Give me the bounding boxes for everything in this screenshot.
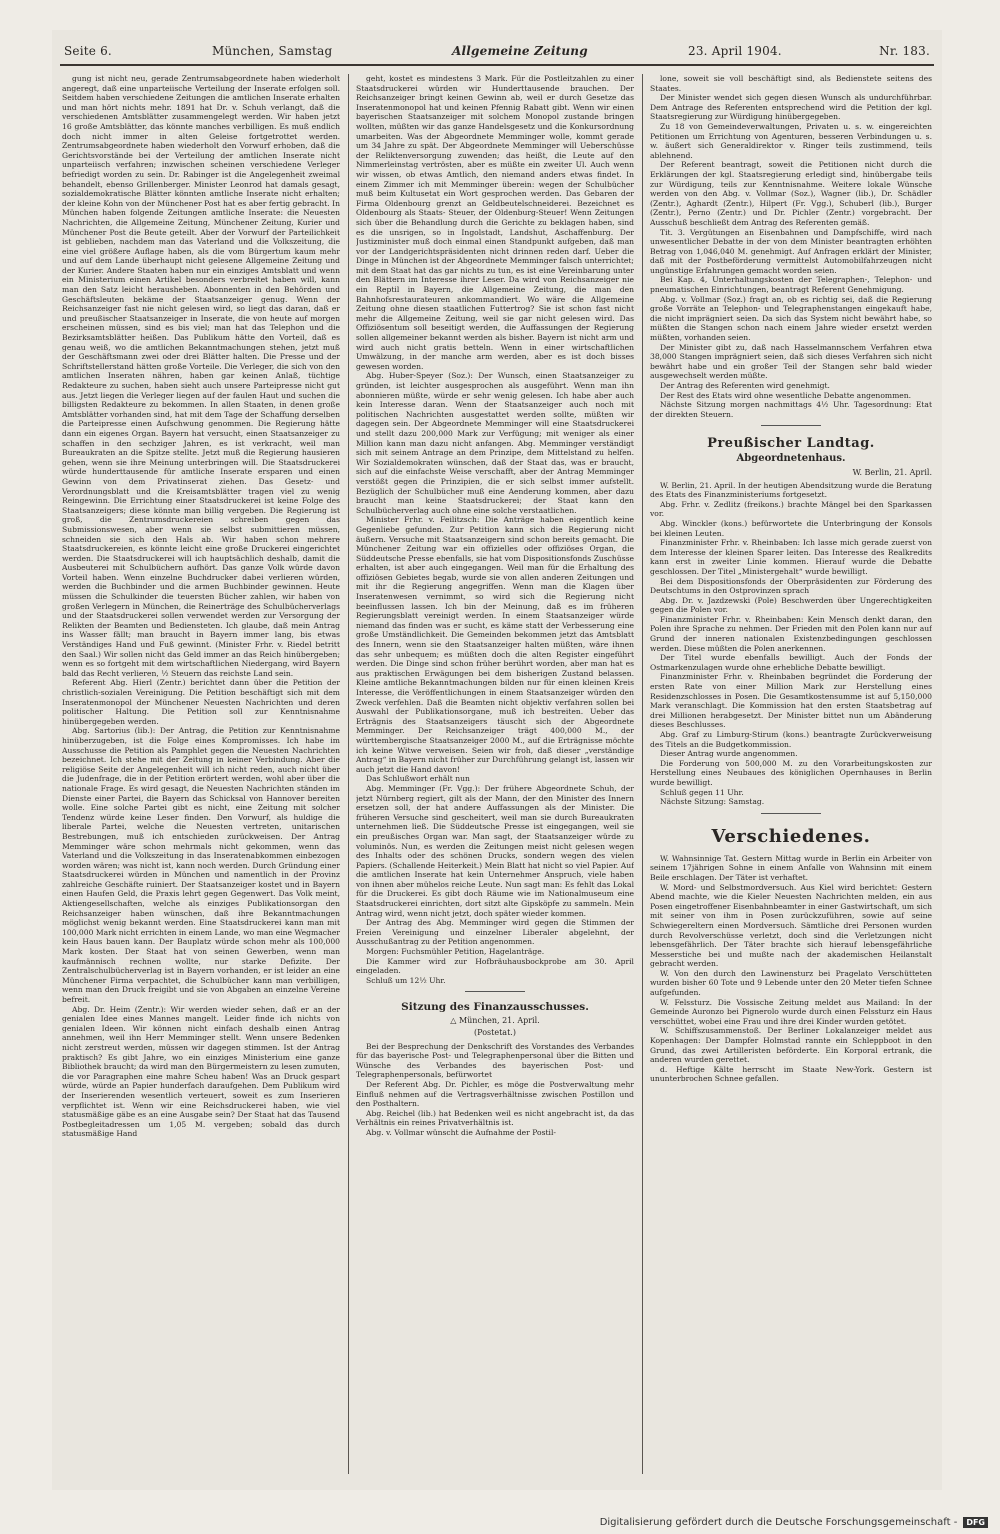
paragraph: Nächste Sitzung: Samstag. — [660, 797, 765, 807]
paragraph: geht, kostet es mindestens 3 Mark. Für die Postleitzahlen zu einer Staatsdruckerei würden wir Hunderttausende brauchen. Der Reichsanzeiger bringt keinen Gewinn ab, weil er durch Gesetze das Inseratenmonopol hat und keinen Pfennig Rabatt gibt. Wenn wir einen bayerischen Staatsanzeiger mit solchem Monopol zustande bringen wollten, müßten wir das ganze Handelsgesetz und die Konkursordnung umarbeiten. Was der Abgeordnete Memminger wolle, kommt gerade um 34 Jahre zu spät. Der Abgeordnete Memminger will Ueberschüsse der Reliktenversorgung zuwenden; das heißt, die Leute auf den Nimmerleinstag vertrösten, aber es müßte ein zweiter Ul. Auch wenn wir wissen, ob etwas Amtlich, den niemand anders etwas findet. In einem Zimmer ich mit Memminger überein: wegen der Schulbücher muß beim Kultusetat ein Wort gesprochen werden. Das Gebaren der Firma Oldenbourg grenzt an Geldbeutelschneiderei. Bezeichnet es Oldenbourg als Staats- Steuer, der Oldenburg-Steuer! Wenn Zeitungen sich über die Behandlung durch die Gerichte zu beklagen haben, sind es die unsrigen, so in Ingolstadt, Landshut, Aschaffenburg. Der Justizminister muß doch einmal einen Standpunkt aufgeben, daß man vor der Landgerichtspräsidenten nicht drinnen reden darf. Ueber die Dinge in München ist der Abgeordnete Memminger falsch unterrichtet; mit dem Staat hat das gar nichts zu tun, es ist eine Vereinbarung unter den Blättern im Interesse ihrer Leser. Da wird von Reichsanzeiger nie ein Reptil in Bayern, die Allgemeine Zeitung, die man den Bahnhofsrestaurateuren ankommandiert. Wo wäre die Allgemeine Zeitung ohne diesen staatlichen Futtertrog? Sie ist schon fast nicht mehr die Allgemeine Zeitung, weil sie gar nicht gelesen wird. Das Offiziösentum soll beseitigt werden, die Auffassungen der Regierung sollen allgemeiner bekannt werden als bisher. Bayern ist nicht arm und wird auch nicht gratis betteln. Wenn in einer wirtschaftlichen Umwälzung, in der manche arm werden, aber es ist doch bisses gewesen worden. — [356, 74, 634, 371]
paragraph: Abg. Graf zu Limburg-Stirum (kons.) beantragte Zurückverweisung des Titels an die Budgetkommission. — [650, 730, 932, 749]
paragraph: Bei der Besprechung der Denkschrift des Vorstandes des Verbandes für das bayerische Post- und Telegraphenpersonal über die Bitten und Wünsche des Verbandes des bayerischen Post- und Telegraphenpersonals, befürwortet — [356, 1041, 634, 1080]
paragraph: Der Rest des Etats wird ohne wesentliche Debatte angenommen. — [660, 390, 912, 400]
paragraph: Morgen: Fuchsmühler Petition, Hagelanträge. — [366, 947, 545, 957]
paragraph: Der Antrag des Referenten wird genehmigt. — [660, 381, 830, 390]
paragraph: Nächste Sitzung morgen nachmittags 4½ Uhr. Tagesordnung: Etat der direkten Steuern. — [650, 400, 932, 419]
masthead — [52, 40, 942, 62]
paragraph: Tit. 3. Vergütungen an Eisenbahnen und Dampfschiffe, wird nach unwesentlicher Debatte in der von dem Minister beantragten erhöhten Betrag von 1,046,040 M. genehmigt. Auf Anfragen erklärt der Minister, daß mit der Postbeförderung vermittelst Automobilfahrzeugen nicht ungünstige Erfahrungen gemacht worden seien. — [650, 227, 932, 275]
paragraph: Der Referent beantragt, soweit die Petitionen nicht durch die Erklärungen der kgl. Staatsregierung erledigt sind, hinübergabe teils zur Würdigung, teils zur Kenntnisnahme. Weitere lokale Wünsche werden von den Abg. v. Vollmar (Soz.), Wagner (lib.), Dr. Schädler (Zentr.), Aghardt (Zentr.), Hilpert (Fr. Vgg.), Schuberl (lib.), Burger (Zentr.), Perno (Zentr.) und Dr. Pichler (Zentr.) vorgebracht. Der Ausschuß beschließt dem Antrag des Referenten gemäß. — [650, 160, 932, 227]
issue-number: Nr. 183. — [879, 44, 930, 58]
column-3-text — [650, 74, 932, 419]
paragraph: Schluß gegen 11 Uhr. — [660, 787, 744, 797]
paragraph: d. Heftige Kälte herrscht im Staate New-York. Gestern ist ununterbrochen Schnee gefallen. — [650, 1064, 932, 1084]
paragraph: Abg. Memminger (Fr. Vgg.): Der frühere Abgeordnete Schuh, der jetzt Nürnberg regiert, gilt als der Mann, der den Minister des Innern ersetzen soll, der hat andere Auffassungen als der Minister. Die früheren Versuche sind gescheitert, weil man sie durch Bureaukraten unternehmen ließ. Die Süddeutsche Presse ist eingegangen, weil sie ein preußisches Organ war. Man sagt, der Staatsanzeiger würde zu voluminös. Nun, es werden die Zeitungen meist nicht gelesen wegen des Inhalts oder des schönen Drucks, sondern wegen des vielen Papiers. (Schallende Heiterkeit.) Mein Blatt hat nicht so viel Papier. Auf die amtlichen Inserate hat kein Unternehmer Anspruch, viele haben von ihnen aber mühelos reiche Leute. Nun sagt man: Es fehlt das Lokal für die Druckerei. Es gibt doch Räume wie im Nationalmuseum eine Staatsdruckerei einrichten, dort sitzt alte Gipsköpfe zu sammeln. Mein Antrag wird, wenn nicht jetzt, doch später wieder kommen. — [356, 783, 634, 918]
paragraph: Die Kammer wird zur Hofbräuhausbockprobe am 30. April eingeladen. — [356, 956, 634, 976]
finance-dateline: △ München, 21. April. — [450, 1016, 540, 1026]
section-rule — [465, 991, 525, 992]
paragraph: Der Minister wendet sich gegen diesen Wunsch als undurchführbar. Dem Antrage des Referenten entsprechend wird die Petition der kgl. Staatsregierung zur Würdigung hinübergegeben. — [650, 93, 932, 122]
paragraph: Das Schlußwort erhält nun — [366, 774, 470, 784]
paragraph: Abg. Winckler (kons.) befürwortete die Unterbringung der Konsols bei kleinen Leuten. — [650, 518, 932, 538]
finance-committee-heading: Sitzung des Finanzausschusses. — [401, 1001, 589, 1014]
column-divider — [348, 74, 349, 1474]
section-rule — [761, 813, 821, 814]
column-3 — [650, 74, 932, 1474]
paragraph: W. Schiffszusammenstoß. Der Berliner Lokalanzeiger meldet aus Kopenhagen: Der Dampfer Holmstad rannte ein Schleppboot in den Grund, das zwei Artilleristen beförderte. Ein Korporal ertrank, die anderen wurden gerettet. — [650, 1026, 932, 1065]
column-2 — [356, 74, 634, 1474]
column-divider — [642, 74, 643, 1474]
paragraph: Abg. v. Vollmar (Soz.) fragt an, ob es richtig sei, daß die Regierung große Vorräte an Telephon- und Telegraphenstangen eingekauft habe, die nicht imprägniert seien. Da sich das System nicht bewährt habe, so müßten die Stangen schon nach einem Jahre wieder ersetzt werden müßten, vorhanden seien. — [650, 294, 932, 343]
paragraph: Abg. Huber-Speyer (Soz.): Der Wunsch, einen Staatsanzeiger zu gründen, ist leichter ausgesprochen als ausgeführt. Wenn man ihn abonnieren müßte, würde er sehr wenig gelesen. Ich habe aber auch kein Interesse daran. Wenn der Staatsanzeiger auch noch mit politischen Nachrichten ausgestattet werden sollte, müßten wir dagegen sein. Der Abgeordnete Memminger will eine Staatsdruckerei und stellt dazu 200,000 Mark zur Verfügung; mit weniger als einer Million kann man dazu nicht anfangen. Abg. Memminger verständigt sich mit seinem Antrage an dem Prinzipe, dem Mittelstand zu helfen. Wir Sozialdemokraten wünschen, daß der Staat das, was er braucht, sich auf die einfachste Weise verschafft, aber der Antrag Memminger verstößt gegen die Prinzipien, die er sich selbst immer aufstellt. Bezüglich der Schulbücher muß eine Aenderung kommen, aber dazu braucht man keine Staatsdruckerei; der Staat kann den Schulbücherverlag auch ohne eine solche verstaatlichen. — [356, 371, 634, 515]
place-day: München, Samstag — [212, 44, 333, 58]
section-rule — [761, 425, 821, 426]
paragraph: Abg. Frhr. v. Zedlitz (freikons.) brachte Mängel bei den Sparkassen vor. — [650, 499, 932, 519]
footer-credit — [600, 1517, 988, 1528]
paragraph: Finanzminister Frhr. v. Rheinbaben: Ich lasse mich gerade zuerst von dem Interesse der kleinen Sparer leiten. Das Interesse des Realkredits kann erst in zweiter Linie kommen. Hierauf wurde die Debatte geschlossen. Der Titel „Ministergehalt“ wurde bewilligt. — [650, 538, 932, 576]
paragraph: Finanzminister Frhr. v. Rheinbaben begründet die Forderung der ersten Rate von einer Million Mark zur Herstellung eines Residenzschlosses in Posen. Die Gesamtkostensumme ist auf 5,150,000 Mark veranschlagt. Die Kommission hat den ersten Staatsbetrag auf drei Millionen herabgesetzt. Der Minister bittet nun um Abänderung dieses Beschlusses. — [650, 672, 932, 730]
page-number: Seite 6. — [64, 44, 112, 58]
paragraph: Minister Frhr. v. Feilitzsch: Die Anträge haben eigentlich keine Gegenliebe gefunden. Zur Petition kann sich die Regierung nicht äußern. Versuche mit Staatsanzeigern sind schon bereits gemacht. Die Münchener Zeitung war ein offizielles oder offiziöses Organ, die Süddeutsche Presse ebenfalls, sie hat vom Dispositionsfonds Zuschüsse erhalten, ist aber auch eingegangen. Weil man für die Erhaltung des offiziösen Gebietes begab, wurde sie von allen anderen Zeitungen und mit ihr die Regierung angegriffen. Wenn man die Klagen über Inseratenwesen vernimmt, so wird sich die Regierung nicht beeinflussen lassen. Ich bin der Meinung, daß es im früheren Regierungsblatt vereinigt werden. In einem Staatsanzeiger würde niemand das finden was er sucht, es käme statt der Verbesserung eine große Umständlichkeit. Die Gemeinden bekommen jetzt das Amtsblatt des Innern, wenn sie den Staatsanzeiger halten müßten, wäre ihnen das sehr unbequem; es müßten doch die alten Register eingeführt werden. Die Dinge sind schon früher berührt worden, aber man hat es aus praktischen Erwägungen bei dem bisherigen Zustand belassen. Kleine amtliche Bekanntmachungen bilden nur für einen kleinen Kreis Interesse, die Veröffentlichungen in einem Staatsanzeiger würden den Zweck verfehlen. Daß die Beamten nicht objektiv verfahren sollen bei Auswahl der Publikationsorgane, muß ich bestreiten. Ueber das Erträgnis des Staatsanzeigers täuscht sich der Abgeordnete Memminger. Der Reichsanzeiger trägt 400,000 M., der württembergische Staatsanzeiger 2000 M., auf die Erträgnisse möchte ich keine Witwe verweisen. Seien wir froh, daß dieser „verständige Antrag“ in Bayern nicht früher zur Durchführung gelangt ist, lassen wir auch jetzt die Hand davon! — [356, 515, 634, 774]
dfg-logo: DFG — [963, 1517, 988, 1528]
paragraph: Der Minister gibt zu, daß nach Hasselmannschem Verfahren etwa 38,000 Stangen imprägniert seien, daß sich dieses Verfahren sich nicht bewährt habe und ein großer Teil der Stangen sehr bald wieder ausgewechselt werden müßte. — [650, 342, 932, 381]
paragraph: Abg. Dr. Heim (Zentr.): Wir werden wieder sehen, daß er an der genialen Idee eines Mannes mangelt. Leider finde ich nichts von genialen Ideen. Wir können nicht einfach deshalb einen Antrag annehmen, weil ihn Herr Memminger stellt. Wenn unsere Bedenken nicht zerstreut werden, müssen wir dagegen stimmen. Ist der Antrag praktisch? Es gibt Jahre, wo ein einziges Ministerium eine ganze Bibliothek braucht; da wird man den Bürgermeistern zu lesen zumuten, die vor Paragraphen eine mahre Scheu haben! Was an Druck gespart würde, würde an Papier hunderfach daraufgehen. Dem Publikum wird der Inserierenden wesentlich verteuert, soweit es zum Inserieren verpflichtet ist. Wenn wir eine Reichsdruckerei haben, wie viel statusmäßige gäbe es an eine Ausgabe sein? Der Staat hat das Tausend Postbegleitadressen um 1,05 M. vergeben; sobald das durch statusmäßige Hand — [62, 1004, 340, 1139]
paragraph: W. Von den durch den Lawinensturz bei Pragelato Verschütteten wurden bisher 60 Tote und 9 Lebende unter den 20 Meter tiefen Schnee aufgefunden. — [650, 968, 932, 998]
paragraph: W. Mord- und Selbstmordversuch. Aus Kiel wird berichtet: Gestern Abend machte, wie die Kieler Neuesten Nachrichten melden, ein aus Posen eingetroffener Eisenbahnbeamter in einer Gastwirtschaft, um sich mit seiner von ihm in Posen zurückzuführen, sowie auf seine Schwiegereltern einen Mordversuch. Sämtliche drei Personen wurden durch Revolverschüsse verletzt, doch sind die Verletzungen nicht lebensgefährlich. Der Täter brachte sich hierauf lebensgefährliche Messerstiche bei und mußte nach der akademischen Heilanstalt gebracht werden. — [650, 882, 932, 969]
issue-date: 23. April 1904. — [688, 44, 782, 58]
misc-heading: Verschiedenes. — [711, 825, 871, 847]
masthead-rule — [60, 64, 934, 66]
paragraph: Die Forderung von 500,000 M. zu den Vorarbeitungskosten zur Herstellung eines Neubaues des königlichen Opernhauses in Berlin wurde bewilligt. — [650, 758, 932, 787]
paragraph: Der Antrag des Abg. Memminger wird gegen die Stimmen der Freien Vereinigung und einzelner Liberaler abgelehnt, der Ausschußantrag zu der Petition angenommen. — [356, 918, 634, 947]
paragraph: Zu 18 von Gemeindeverwaltungen, Privaten u. s. w. eingereichten Petitionen um Errichtung von Agenturen, besseren Verbindungen u. s. w. äußert sich Generaldirektor v. Ringer teils zustimmend, teils ablehnend. — [650, 121, 932, 160]
landtag-text — [650, 481, 932, 807]
paragraph: Abg. Reichel (lib.) hat Bedenken weil es nicht angebracht ist, da das Verhältnis ein reines Privatverhältnis ist. — [356, 1108, 634, 1128]
paragraph: Bei dem Dispositionsfonds der Oberpräsidenten zur Förderung des Deutschtums in den Ostprovinzen sprach — [650, 576, 932, 596]
landtag-subheading: Abgeordnetenhaus. — [736, 453, 846, 465]
paragraph: Abg. v. Vollmar wünscht die Aufnahme der Postil- — [366, 1127, 556, 1137]
newspaper-page — [52, 30, 942, 1490]
paragraph: Dieser Antrag wurde angenommen. — [660, 749, 798, 759]
paragraph: W. Felssturz. Die Vossische Zeitung meldet aus Mailand: In der Gemeinde Auronzo bei Pignerolo wurde durch einen Felssturz ein Haus verschüttet, wobei eine Frau und ihre drei Kinder wurden getötet. — [650, 997, 932, 1026]
paragraph: Schluß um 12½ Uhr. — [366, 975, 446, 985]
footer-text: Digitalisierung gefördert durch die Deutsche Forschungsgemeinschaft - — [599, 1517, 958, 1528]
column-2-text — [356, 74, 634, 985]
finance-section-text — [356, 1042, 634, 1138]
newspaper-title: Allgemeine Zeitung — [452, 44, 588, 58]
paragraph: gung ist nicht neu, gerade Zentrumsabgeordnete haben wiederholt angeregt, daß eine unparteiische Verteilung der Inserate erfolgen soll. Seitdem haben verschiedene Zeitungen die amtlichen Inserate erhalten und man hört nichts mehr. 1891 hat Dr. v. Schuh verlangt, daß die verschiedenen Amtsblätter zusammengelegt werden. Wir haben jetzt 16 große Amtsblätter, das könnte manches verbilligen. Es muß endlich doch nicht immer in alten Geleise fortgetrottet werden. Zentrumsabgeordnete haben wiederholt den Vorwurf erhoben, daß die Gerichtsvorstände bei der Verteilung der amtlichen Inserate nicht unparteiisch verfahren; inzwischen scheinen verschiedene Verleger befriedigt worden zu sein. Dr. Rabinger ist die Angelegenheit zweimal behandelt, ebenso Grillenberger. Minister Leonrod hat damals gesagt, sozialdemokratische Blätter könnten amtliche Inserate nicht erhalten; der kleine Kohn von der Münchener Post hat es aber fertig gebracht. In München haben folgende Zeitungen amtliche Inserate: die Neuesten Nachrichten, die Allgemeine Zeitung, Münchener Zeitung, Kurier und Münchener Post die Beute geteilt. Aber der Vorwurf der Parteilichkeit ist geblieben, nachdem man das Vaterland und die Volkszeitung, die eine viel größere Auflage haben, als die vom Bürgertum kaum mehr und auf dem Lande überhaupt nicht gelesene Allgemeine Zeitung und der Kurier. Andere Staaten haben nur ein einziges Amtsblatt und wenn ein Ministerium einen Artikel besonders verbreitet haben will, kann man den Satz leicht herausheben. Abonnenten in den Behörden und Geschäftsleuten bekäme der Staatsanzeiger genug. Wenn der Reichsanzeiger fast nie nicht gelesen wird, so liegt das daran, daß er und preußischer Staatsanzeiger in Inserate, die von heute auf morgen erscheinen müssen, sind es bis viel; man hat das Telephon und die Bezirksamtsblätter heißen. Das Publikum hätte den Vorteil, daß es genau weiß, wo die amtlichen Bekanntmachungen stehen, jetzt muß der Geschäftsmann zwei oder drei Blätter halten. Die Presse und der Schriftstellerstand hätten große Vorteile. Die Verleger, die sich von den amtlichen Inseraten nähren, haben gar keinen Anlaß, tüchtige Redakteure zu suchen, haben sieht auch unsere Parteipresse nicht gut aus. Jetzt liegen die Verleger liegen auf der faulen Haut und suchen die billigsten Redakteure zu bekommen. In allen Staaten, in denen große Amtsblätter vorhanden sind, hat mit dem Tage der Schaffung derselben die Parteipresse einen Aufschwung genommen. Die Regierung hätte dann ein eigenes Organ. Bayern hat versucht, einen Staatsanzeiger zu schaffen in den sechziger Jahren, es ist verkracht, weil man Bureaukraten an die Spitze stellte. Jetzt muß die Regierung hausieren gehen, wenn sie ihre Meinung unterbringen will. Die Staatsdruckerei würde hunderttausende für amtliche Inserate ersparen und einen Gewinn von dem Privatinserat ziehen. Das Gesetz- und Verordnungsblatt und die Kreisamtsblätter tragen viel zu wenig Reingewinn. Die Errichtung einer Staatsdruckerei ist keine Folge des Staatsanzeigers; diese könnte man billig vergeben. Die Regierung ist groß, die Zentrumsdruckereien schreiben gegen das Submissionswesen, aber wenn sie selbst submittieren müssen, schneiden sie sich den Hals ab. Wir haben schon mehrere Staatsdruckereien, es könnte leicht eine große Druckerei eingerichtet werden. Die Staatsdruckerei will ich hauptsächlich deshalb, damit die Ausbeuterei mit Schulbüchern aufhört. Das ganze Volk würde davon Vorteil haben. Wenn einzelne Buchdrucker dabei verlieren würden, werden die Buchbinder und die armen Buchbinder gewinnen. Heute müssen die Schulkinder die teuersten Bücher zahlen, wir haben von großen Verlegern in München, die Reinerträge des Schulbücherverlags und der Staatsdruckerei sollen verwendet werden zur Versorgung der Relikten der Beamten und Bediensteten. Ich glaube, daß mein Antrag ins Wasser fällt; man braucht in Bayern immer lang, bis etwas Verständiges Hand und Fuß gewinnt. (Minister Frhr. v. Riedel betritt den Saal.) Wir sollen nicht das Geld immer an das Reich hinübergeben; wenn es so fortgeht mit dem wirtschaftlichen Niedergang, wird Bayern bald das Recht verlieren, ½ Steuern das reichste Land sein. — [62, 74, 340, 678]
misc-text — [650, 854, 932, 1084]
paragraph: Der Titel wurde ebenfalls bewilligt. Auch der Fonds der Ostmarkenzulagen wurde ohne erhebliche Debatte bewilligt. — [650, 653, 932, 672]
paragraph: Abg. Dr. v. Jazdzewski (Pole) Beschwerden über Ungerechtigkeiten gegen die Polen vor. — [650, 595, 932, 615]
landtag-heading: Preußischer Landtag. — [707, 436, 875, 452]
column-1 — [62, 74, 340, 1474]
paragraph: lone, soweit sie voll beschäftigt sind, als Bedienstete seitens des Staates. — [650, 74, 932, 93]
paragraph: W. Wahnsinnige Tat. Gestern Mittag wurde in Berlin ein Arbeiter von seinem 17jährigen Sohne in einem Anfalle von Wahnsinn mit einem Beile erschlagen. Der Täter ist verhaftet. — [650, 853, 932, 882]
paragraph: Der Referent Abg. Dr. Pichler, es möge die Postverwaltung mehr Einfluß nehmen auf die Vertragsverhältnisse zwischen Postillon und den Posthaltern. — [356, 1079, 634, 1109]
paragraph: Bei Kap. 4, Unterhaltungskosten der Telegraphen-, Telephon- und pneumatischen Einrichtungen, beantragt Referent Genehmigung. — [650, 275, 932, 295]
paragraph: W. Berlin, 21. April. In der heutigen Abendsitzung wurde die Beratung des Etats des Finanzministeriums fortgesetzt. — [650, 480, 932, 500]
finance-subtitle: (Postetat.) — [474, 1028, 516, 1037]
column-1-text — [62, 74, 340, 1139]
paragraph: Abg. Sartorius (lib.): Der Antrag, die Petition zur Kenntnisnahme hinüberzugeben, ist die Folge eines Kompromisses. Ich habe im Ausschusse die Petition als Pamphlet gegen die Neuesten Nachrichten bezeichnet. Ich stehe mit der Zeitung in keiner Verbindung. Aber die religiöse Seite der Angelegenheit will ich nicht reden, auch nicht über die Judenfrage, die in der Petition erörtert werden, wohl aber über die nationale Frage. Es wird gesagt, die Neuesten Nachrichten ständen im Dienste einer Partei, die Bayern das Schicksal von Hannover bereiten wolle. Eine solche Partei gibt es nicht, eine Zeitung mit solcher Tendenz würde keine Leser finden. Den Vorwurf, als huldige die liberale Partei, welche die Neuesten vertreten, unitarischen Bestrebungen, muß ich entschieden zurückweisen. Der Antrag Memminger wäre schon mehrmals nicht gekommen, wenn das Vaterland und die Volkszeitung in das Inseratenabkommen einbezogen worden wären; was nicht ist, kann noch werden. Durch Gründung einer Staatsdruckerei würden in München und namentlich in der Provinz zahlreiche Geschäfte ruiniert. Der Staatsanzeiger kostet und in Bayern einen Haufen Geld, die Praxis lehrt gegen Gegenwert. Das Volk meint, Aktiengesellschaften, welche als einziges Publikationsorgan den Reichsanzeiger haben wünschen, daß ihre Bekanntmachungen möglichst wenig bekannt werden. Eine Staatsdruckerei kann man mit 100,000 Mark nicht errichten in einem Lande, wo man eine Wegmacher kein Haus bauen kann. Der Bauplatz würde schon mehr als 100,000 Mark kosten. Der Staat hat von seinen Gewerben, wenn man kaufmännisch rechnen wollte, nur starke Defizite. Der Zentralschulbücherverlag ist in Bayern vorhanden, er ist leider an eine Münchener Firma verpachtet, die Schulbücher kann man verbilligen, wenn man den Druck freigibt und sie von Abgaben an einzelne Vereine befreit. — [62, 726, 340, 1004]
paragraph: Referent Abg. Hierl (Zentr.) berichtet dann über die Petition der christlich-sozialen Vereinigung. Die Petition beschäftigt sich mit dem Inseratenmonopol der Münchener Neuesten Nachrichten und deren politischer Haltung. Die Petition soll zur Kenntnisnahme hinübergegeben werden. — [62, 678, 340, 726]
paragraph: Finanzminister Frhr. v. Rheinbaben: Kein Mensch denkt daran, den Polen ihre Sprache zu nehmen. Der Frieden mit den Polen kann nur auf Grund der inneren nationalen Existenzbedingungen geschlossen werden. Diese müßten die Polen anerkennen. — [650, 614, 932, 653]
landtag-dateline: W. Berlin, 21. April. — [852, 467, 932, 477]
